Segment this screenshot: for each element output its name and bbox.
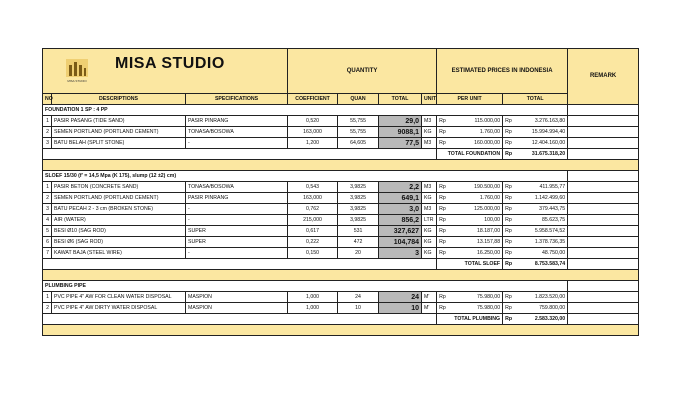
item-coefficient: 163,000 <box>288 193 338 204</box>
item-coefficient: 1,000 <box>288 292 338 303</box>
currency-label: Rp <box>437 182 450 193</box>
currency-label: Rp <box>437 303 450 314</box>
section-title-row <box>43 281 639 292</box>
section-total-label: TOTAL PLUMBING <box>437 314 503 325</box>
currency-label: Rp <box>503 138 516 149</box>
currency-label: Rp <box>437 116 450 127</box>
remark-cell <box>568 314 639 325</box>
section-total-value: 31.675.318,20 <box>516 149 568 160</box>
remark-cell <box>568 215 639 226</box>
estimated-prices-header: ESTIMATED PRICES IN INDONESIA <box>437 49 568 94</box>
item-specification: MASPION <box>186 303 288 314</box>
currency-label: Rp <box>437 215 450 226</box>
currency-label: Rp <box>503 182 516 193</box>
item-total-quantity: 10 <box>379 303 422 314</box>
remark-cell <box>568 127 639 138</box>
section-title-row <box>43 171 639 182</box>
sheet-header-row <box>43 49 639 94</box>
item-price-per-unit: 160.000,00 <box>450 138 503 149</box>
item-quantity: 472 <box>338 237 379 248</box>
item-specification: SUPER <box>186 226 288 237</box>
item-specification: - <box>186 215 288 226</box>
spacer-cell <box>43 325 639 336</box>
item-unit: M' <box>422 303 437 314</box>
table-row <box>43 116 639 127</box>
remark-cell <box>568 237 639 248</box>
section-total-value: 2.583.320,00 <box>516 314 568 325</box>
item-price-per-unit: 18.187,00 <box>450 226 503 237</box>
currency-label: Rp <box>503 127 516 138</box>
item-no: 1 <box>43 116 52 127</box>
item-price-per-unit: 190.500,00 <box>450 182 503 193</box>
col-price-total: TOTAL <box>503 94 568 105</box>
blank-cell <box>43 259 437 270</box>
item-quantity: 3,9825 <box>338 204 379 215</box>
item-price-per-unit: 16.250,00 <box>450 248 503 259</box>
remark-cell <box>568 204 639 215</box>
item-total-quantity: 327,627 <box>379 226 422 237</box>
item-description: BESI Ø10 (SAG ROD) <box>52 226 186 237</box>
item-coefficient: 0,520 <box>288 116 338 127</box>
item-quantity: 531 <box>338 226 379 237</box>
col-per-unit: PER UNIT <box>437 94 503 105</box>
section-total-row <box>43 149 639 160</box>
item-price-total: 1.142.499,60 <box>516 193 568 204</box>
table-row <box>43 215 639 226</box>
table-row <box>43 248 639 259</box>
item-quantity: 55,755 <box>338 116 379 127</box>
item-price-total: 1.823.520,00 <box>516 292 568 303</box>
item-no: 2 <box>43 127 52 138</box>
item-total-quantity: 104,784 <box>379 237 422 248</box>
estimate-sheet <box>42 48 639 336</box>
item-description: BATU PECAH 2 - 3 cm (BROKEN STONE) <box>52 204 186 215</box>
col-descriptions: DESCRIPTIONS <box>52 94 186 105</box>
currency-label: Rp <box>503 226 516 237</box>
item-unit: LTR <box>422 215 437 226</box>
item-total-quantity: 2,2 <box>379 182 422 193</box>
studio-name: MISA STUDIO <box>115 55 225 72</box>
section-total-label: TOTAL SLOEF <box>437 259 503 270</box>
item-quantity: 20 <box>338 248 379 259</box>
remark-cell <box>568 149 639 160</box>
currency-label: Rp <box>437 127 450 138</box>
currency-label: Rp <box>503 193 516 204</box>
item-unit: KG <box>422 193 437 204</box>
quantity-header: QUANTITY <box>288 49 437 94</box>
item-quantity: 10 <box>338 303 379 314</box>
remark-cell <box>568 259 639 270</box>
item-price-total: 379.443,75 <box>516 204 568 215</box>
item-specification: PASIR PINRANG <box>186 193 288 204</box>
item-unit: KG <box>422 248 437 259</box>
item-coefficient: 1,000 <box>288 303 338 314</box>
item-specification: PASIR PINRANG <box>186 116 288 127</box>
item-price-per-unit: 75.980,00 <box>450 303 503 314</box>
section-title: PLUMBING PIPE <box>43 281 568 292</box>
item-price-total: 15.994.994,40 <box>516 127 568 138</box>
item-quantity: 24 <box>338 292 379 303</box>
item-price-total: 759.800,00 <box>516 303 568 314</box>
item-specification: - <box>186 138 288 149</box>
table-row <box>43 237 639 248</box>
item-unit: KG <box>422 237 437 248</box>
item-coefficient: 0,150 <box>288 248 338 259</box>
item-total-quantity: 77,5 <box>379 138 422 149</box>
item-quantity: 3,9825 <box>338 182 379 193</box>
studio-logo <box>65 57 89 85</box>
spacer-cell <box>43 160 639 171</box>
remark-cell <box>568 226 639 237</box>
currency-label: Rp <box>503 149 516 160</box>
table-row <box>43 303 639 314</box>
table-row <box>43 292 639 303</box>
item-coefficient: 0,762 <box>288 204 338 215</box>
item-description: AIR (WATER) <box>52 215 186 226</box>
table-row <box>43 127 639 138</box>
item-no: 5 <box>43 226 52 237</box>
item-description: PVC PIPE 4" AW DIRTY WATER DISPOSAL <box>52 303 186 314</box>
col-coefficient: COEFFICIENT <box>288 94 338 105</box>
col-total: TOTAL <box>379 94 422 105</box>
currency-label: Rp <box>503 248 516 259</box>
item-no: 1 <box>43 182 52 193</box>
item-coefficient: 163,000 <box>288 127 338 138</box>
item-no: 1 <box>43 292 52 303</box>
item-quantity: 3,9825 <box>338 215 379 226</box>
currency-label: Rp <box>437 138 450 149</box>
section-title: FOUNDATION 1 SP : 4 PP <box>43 105 568 116</box>
item-no: 2 <box>43 303 52 314</box>
item-description: PASIR BETON (CONCRETE SAND) <box>52 182 186 193</box>
item-price-per-unit: 115.000,00 <box>450 116 503 127</box>
item-price-total: 1.378.736,35 <box>516 237 568 248</box>
item-price-total: 48.750,00 <box>516 248 568 259</box>
table-row <box>43 226 639 237</box>
table-row <box>43 193 639 204</box>
item-specification: TONASA/BOSOWA <box>186 182 288 193</box>
item-description: KAWAT BAJA (STEEL WIRE) <box>52 248 186 259</box>
item-coefficient: 215,000 <box>288 215 338 226</box>
item-price-total: 85.623,75 <box>516 215 568 226</box>
blank-cell <box>43 149 437 160</box>
item-description: PVC PIPE 4" AW FOR CLEAN WATER DISPOSAL <box>52 292 186 303</box>
remark-cell <box>568 193 639 204</box>
currency-label: Rp <box>437 248 450 259</box>
currency-label: Rp <box>503 204 516 215</box>
item-unit: M' <box>422 292 437 303</box>
currency-label: Rp <box>437 204 450 215</box>
item-no: 7 <box>43 248 52 259</box>
item-specification: - <box>186 204 288 215</box>
remark-cell <box>568 105 639 116</box>
item-quantity: 64,605 <box>338 138 379 149</box>
item-unit: M3 <box>422 204 437 215</box>
table-row <box>43 138 639 149</box>
item-coefficient: 0,543 <box>288 182 338 193</box>
currency-label: Rp <box>503 237 516 248</box>
item-specification: MASPION <box>186 292 288 303</box>
item-unit: M3 <box>422 182 437 193</box>
remark-cell <box>568 303 639 314</box>
remark-cell <box>568 116 639 127</box>
section-total-row <box>43 314 639 325</box>
item-unit: KG <box>422 226 437 237</box>
spacer-row <box>43 325 639 336</box>
item-quantity: 55,755 <box>338 127 379 138</box>
item-price-per-unit: 1.760,00 <box>450 127 503 138</box>
item-price-total: 12.404.160,00 <box>516 138 568 149</box>
item-price-per-unit: 125.000,00 <box>450 204 503 215</box>
item-unit: M3 <box>422 138 437 149</box>
logo-title-cell <box>43 49 288 94</box>
spacer-row <box>43 160 639 171</box>
item-total-quantity: 3,0 <box>379 204 422 215</box>
currency-label: Rp <box>503 303 516 314</box>
item-specification: - <box>186 248 288 259</box>
item-no: 6 <box>43 237 52 248</box>
item-total-quantity: 649,1 <box>379 193 422 204</box>
section-total-label: TOTAL FOUNDATION <box>437 149 503 160</box>
col-no: NO <box>43 94 52 105</box>
item-total-quantity: 29,0 <box>379 116 422 127</box>
item-description: PASIR PASANG (TIDE SAND) <box>52 116 186 127</box>
column-header-row <box>43 94 639 105</box>
item-unit: KG <box>422 127 437 138</box>
section-total-row <box>43 259 639 270</box>
item-total-quantity: 9088,1 <box>379 127 422 138</box>
col-specifications: SPECIFICATIONS <box>186 94 288 105</box>
item-specification: SUPER <box>186 237 288 248</box>
remark-cell <box>568 292 639 303</box>
spacer-cell <box>43 270 639 281</box>
item-unit: M3 <box>422 116 437 127</box>
section-title-row <box>43 105 639 116</box>
col-quan: QUAN <box>338 94 379 105</box>
item-price-total: 3.276.163,80 <box>516 116 568 127</box>
col-unit: UNIT <box>422 94 437 105</box>
item-coefficient: 1,200 <box>288 138 338 149</box>
item-total-quantity: 3 <box>379 248 422 259</box>
item-price-per-unit: 100,00 <box>450 215 503 226</box>
section-title: SLOEF 15/30 (f' = 14,5 Mpa (K 175), slump (12 ±2) cm) <box>43 171 568 182</box>
blank-cell <box>43 314 437 325</box>
remark-cell <box>568 171 639 182</box>
item-quantity: 3,9825 <box>338 193 379 204</box>
currency-label: Rp <box>437 226 450 237</box>
spacer-row <box>43 270 639 281</box>
item-total-quantity: 24 <box>379 292 422 303</box>
currency-label: Rp <box>503 116 516 127</box>
table-row <box>43 182 639 193</box>
item-price-per-unit: 75.980,00 <box>450 292 503 303</box>
currency-label: Rp <box>503 215 516 226</box>
item-coefficient: 0,222 <box>288 237 338 248</box>
table-row <box>43 204 639 215</box>
item-no: 3 <box>43 138 52 149</box>
logo-text: MISA STUDIO <box>67 79 87 83</box>
remark-cell <box>568 182 639 193</box>
item-total-quantity: 856,2 <box>379 215 422 226</box>
remark-cell <box>568 281 639 292</box>
item-specification: TONASA/BOSOWA <box>186 127 288 138</box>
item-coefficient: 0,617 <box>288 226 338 237</box>
item-description: BESI Ø6 (SAG ROD) <box>52 237 186 248</box>
remark-cell <box>568 248 639 259</box>
currency-label: Rp <box>503 314 516 325</box>
currency-label: Rp <box>437 237 450 248</box>
item-price-total: 5.958.574,52 <box>516 226 568 237</box>
item-price-total: 411.955,77 <box>516 182 568 193</box>
item-price-per-unit: 13.157,88 <box>450 237 503 248</box>
item-no: 4 <box>43 215 52 226</box>
remark-header: REMARK <box>568 49 639 105</box>
remark-cell <box>568 138 639 149</box>
item-description: SEMEN PORTLAND (PORTLAND CEMENT) <box>52 127 186 138</box>
item-price-per-unit: 1.760,00 <box>450 193 503 204</box>
currency-label: Rp <box>503 292 516 303</box>
item-no: 2 <box>43 193 52 204</box>
currency-label: Rp <box>503 259 516 270</box>
item-description: SEMEN PORTLAND (PORTLAND CEMENT) <box>52 193 186 204</box>
item-no: 3 <box>43 204 52 215</box>
currency-label: Rp <box>437 193 450 204</box>
item-description: BATU BELAH (SPLIT STONE) <box>52 138 186 149</box>
section-total-value: 8.753.583,74 <box>516 259 568 270</box>
currency-label: Rp <box>437 292 450 303</box>
